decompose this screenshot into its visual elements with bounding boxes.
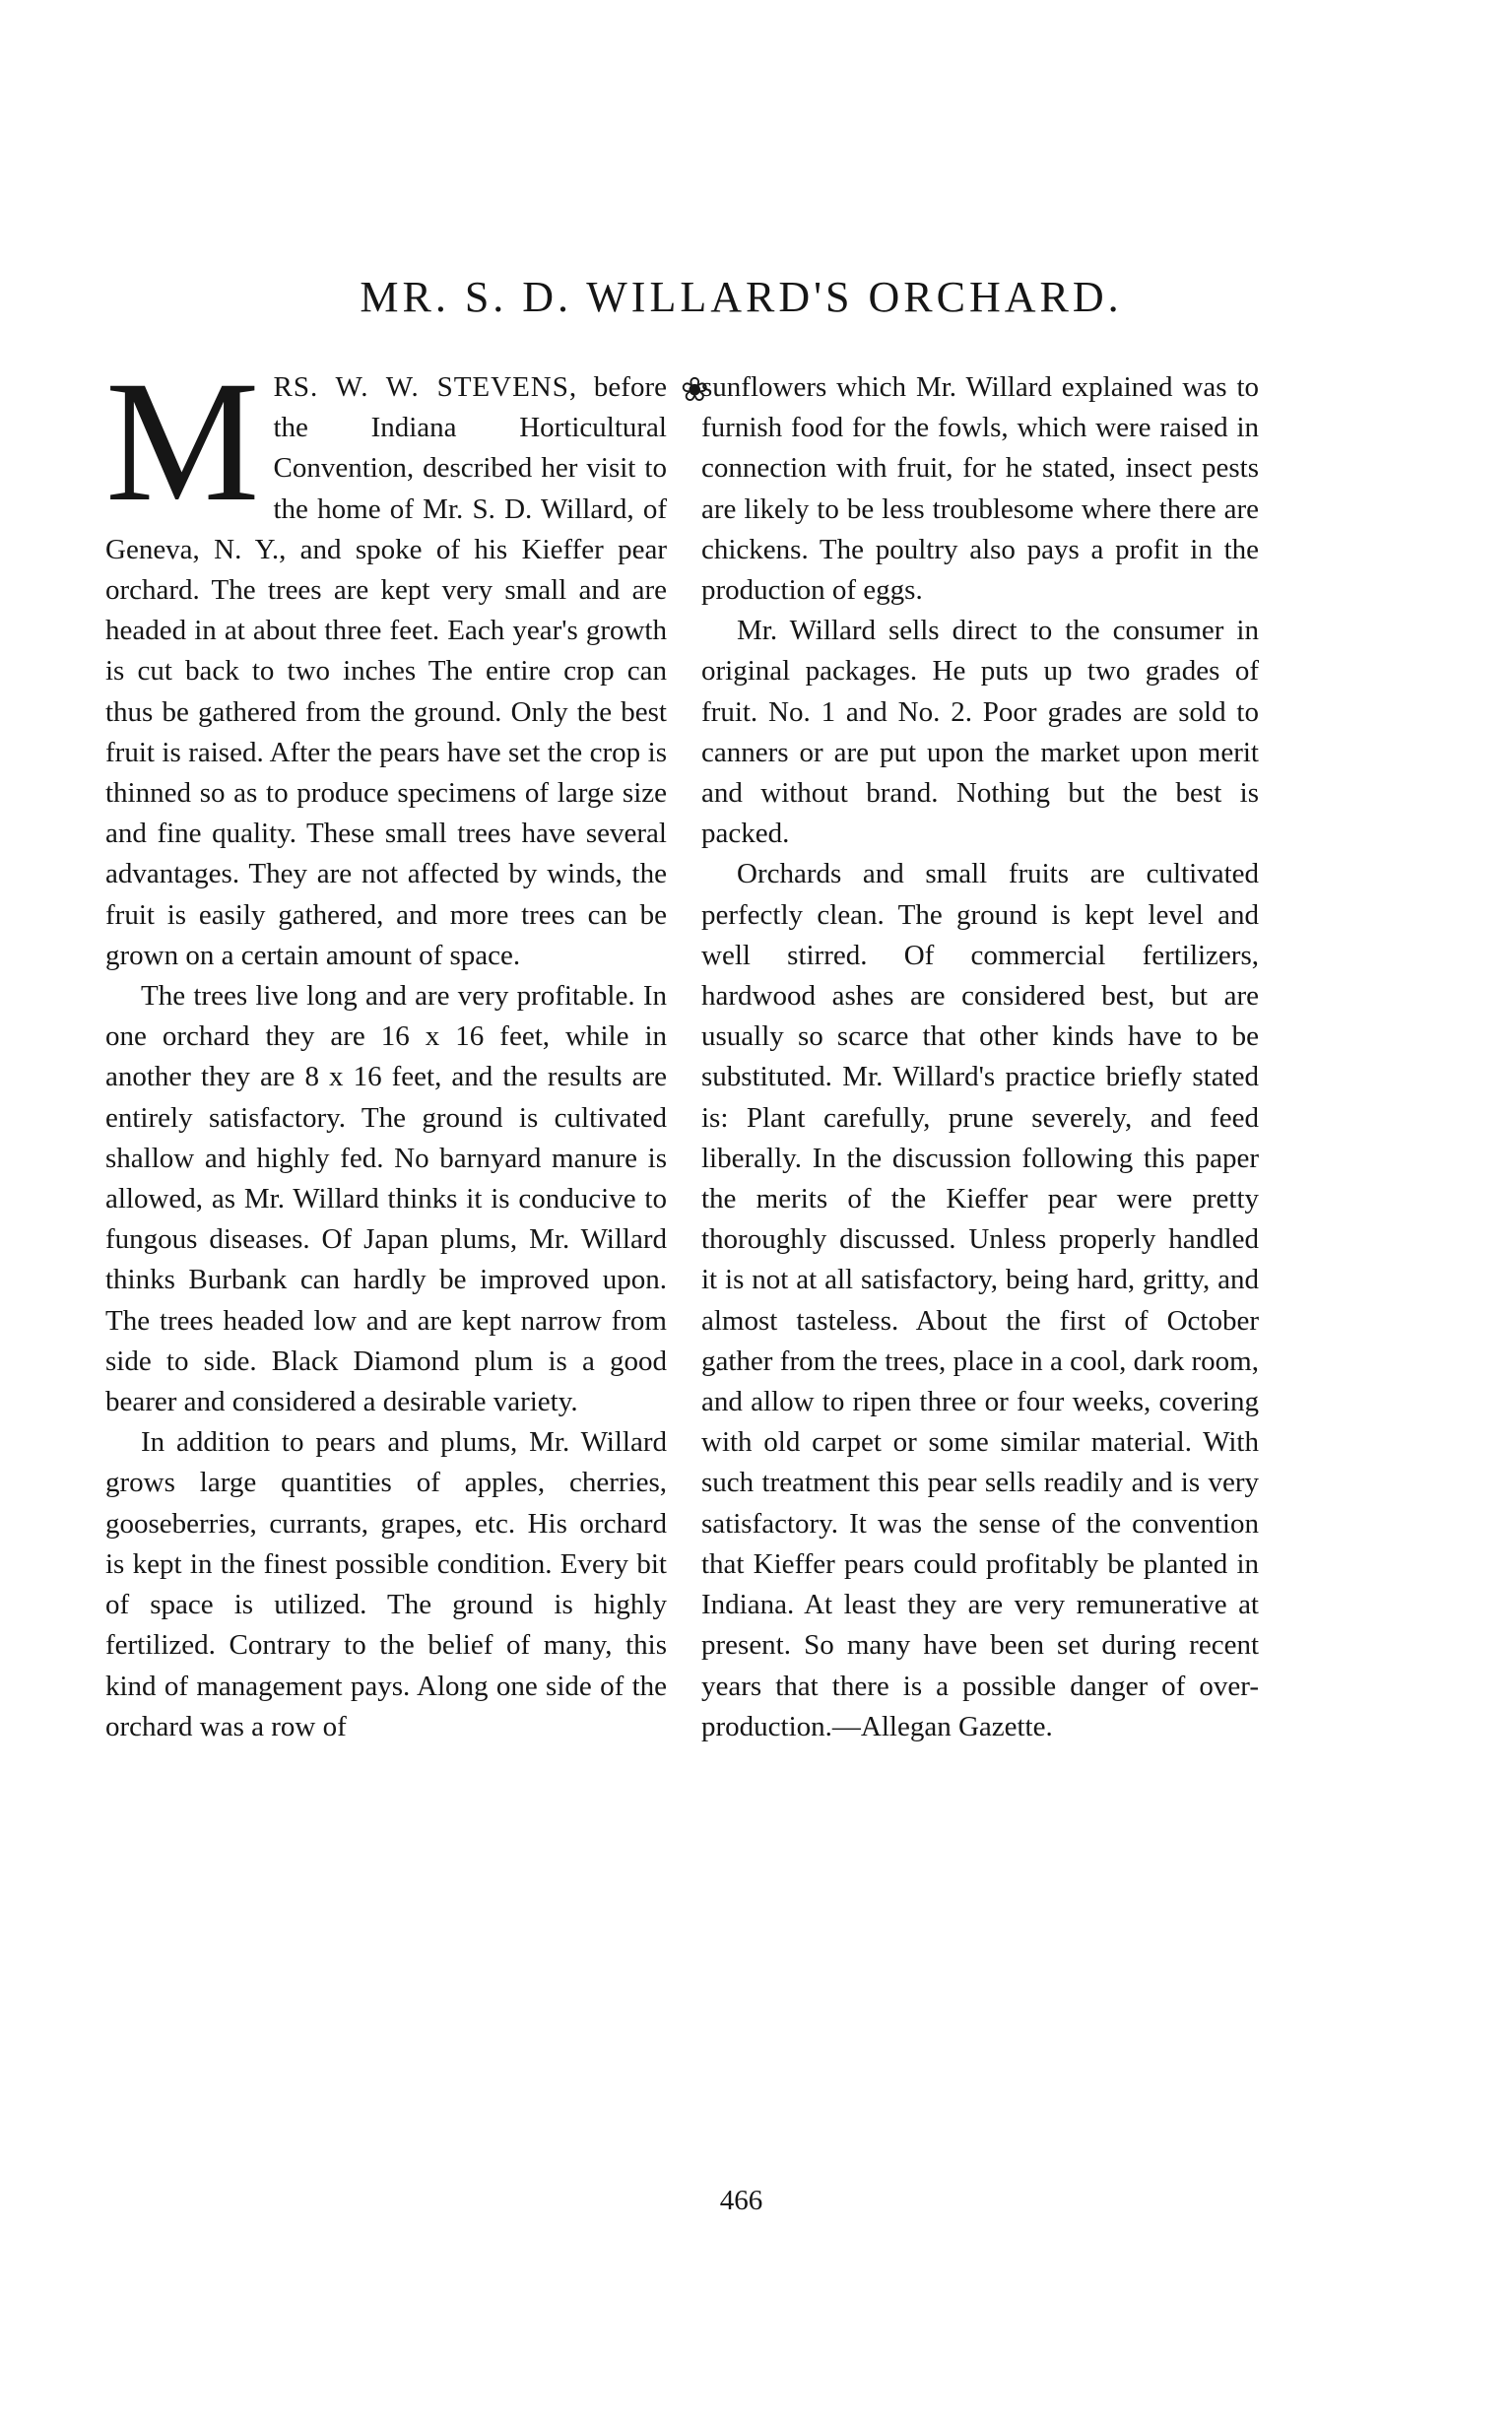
article-title: MR. S. D. WILLARD'S ORCHARD.	[360, 273, 1123, 321]
paragraph-2: The trees live long and are very profitable. In one orchard they are 16 x 16 feet, while in another they are 8 x 16 feet, and the results are entirely satisfactory. The ground is cultivated shallow and highly fed. No barnyard manure is allowed, as Mr. Willard thinks it is conducive to fungous diseases. Of Japan plums, Mr. Willard thinks Burbank can hardly be improved upon. The trees headed low and are kept narrow from side to side. Black Diamond plum is a good bearer and considered a desirable variety.	[105, 980, 667, 1418]
paragraph-5: Orchards and small fruits are cultivated perfectly clean. The ground is kept level and well stirred. Of commercial fertilizers, hardwood ashes are considered best, but are usually so scarce that other kinds have to be substituted. Mr. Willard's practice briefly stated is: Plant carefully, prune severely, and feed liberally. In the discussion following this paper the merits of the Kieffer pear were pretty thoroughly discussed. Unless properly handled it is not at all satisfactory, being hard, gritty, and almost tasteless. About the first of October gather from the trees, place in a cool, dark room, and allow to ripen three or four weeks, covering with old carpet or some similar material. With such treatment this pear sells readily and is very satisfactory. It was the sense of the convention that Kieffer pears could profitably be planted in Indiana. At least they are very remunerative at present. So many have been set during recent years that there is a possible danger of over-production.—Allegan Gazette.	[701, 858, 1259, 1742]
printer-ornament-icon: ❀	[681, 372, 709, 409]
left-column	[105, 346, 667, 1747]
paragraph-3: In addition to pears and plums, Mr. Willard grows large quantities of apples, cherries, gooseberries, currants, grapes, etc. His orchard is kept in the finest possible condition. Every bit of space is utilized. The ground is highly fertilized. Contrary to the belief of many, this kind of management pays. Along one side of the orchard was a row of	[105, 1426, 667, 1742]
right-column	[701, 367, 1259, 1747]
paragraph-4: Mr. Willard sells direct to the consumer in original packages. He puts up two grades of fruit. No. 1 and No. 2. Poor grades are sold to canners or are put upon the market upon merit and without brand. Nothing but the best is packed.	[701, 615, 1259, 850]
lead-in-caps: RS. W. W. STEVENS,	[273, 371, 578, 403]
paragraph-1	[105, 346, 667, 976]
drop-cap: M	[105, 346, 260, 538]
page-number: 466	[719, 2185, 763, 2216]
paragraph-3-continued: sunflowers which Mr. Willard explained was to furnish food for the fowls, which were raised in connection with fruit, for he stated, insect pests are likely to be less troublesome where there are chickens. The poultry also pays a profit in the production of eggs.	[701, 371, 1259, 607]
paragraph-1-text: before the Indiana Horticultural Convention, described her visit to the home of Mr. S. D. Willard, of Geneva, N. Y., and spoke of his Kieffer pear orchard. The trees are kept very small and are headed in at about three feet. Each year's growth is cut back to two inches The entire crop can thus be gathered from the ground. Only the best fruit is raised. After the pears have set the crop is thinned so as to produce specimens of large size and fine quality. These small trees have several advantages. They are not affected by winds, the fruit is easily gathered, and more trees can be grown on a certain amount of space.	[105, 371, 667, 971]
